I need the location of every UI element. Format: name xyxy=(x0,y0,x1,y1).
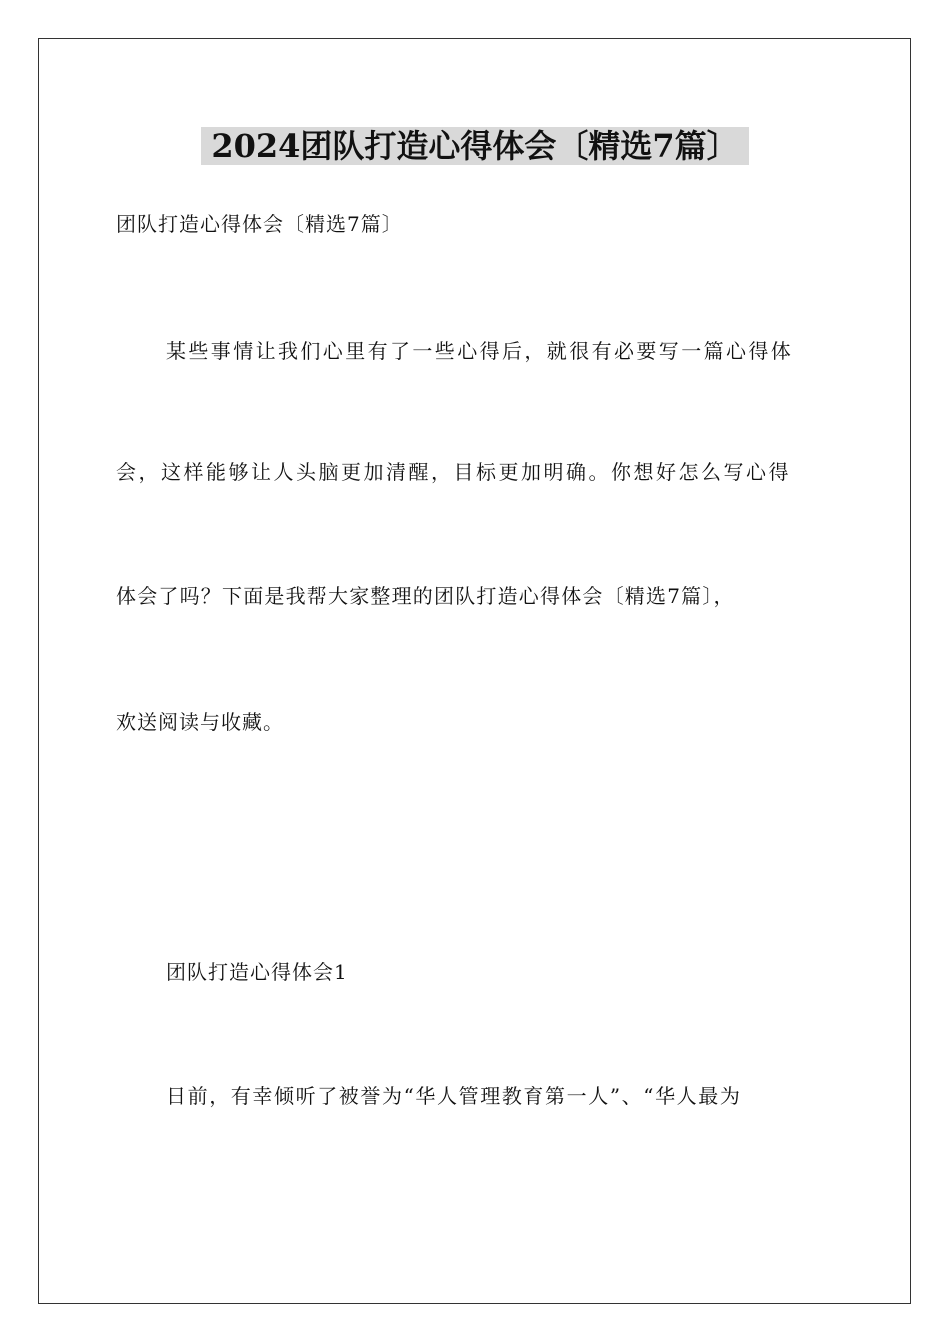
document-title-text: 2024团队打造心得体会〔精选7篇〕 xyxy=(201,127,748,165)
paragraph-line: 日前，有幸倾听了被誉为“华人管理教育第一人”、“华人最为 xyxy=(166,1084,742,1108)
paragraph-line: 某些事情让我们心里有了一些心得后，就很有必要写一篇心得体 xyxy=(166,339,794,363)
document-subtitle: 团队打造心得体会〔精选7篇〕 xyxy=(116,212,403,236)
paragraph-line: 欢送阅读与收藏。 xyxy=(116,710,284,734)
paragraph-line: 会，这样能够让人头脑更加清醒，目标更加明确。你想好怎么写心得 xyxy=(116,460,791,484)
document-title xyxy=(0,124,950,168)
paragraph-line: 体会了吗？下面是我帮大家整理的团队打造心得体会〔精选7篇〕， xyxy=(116,584,735,608)
section-heading: 团队打造心得体会1 xyxy=(166,960,348,984)
